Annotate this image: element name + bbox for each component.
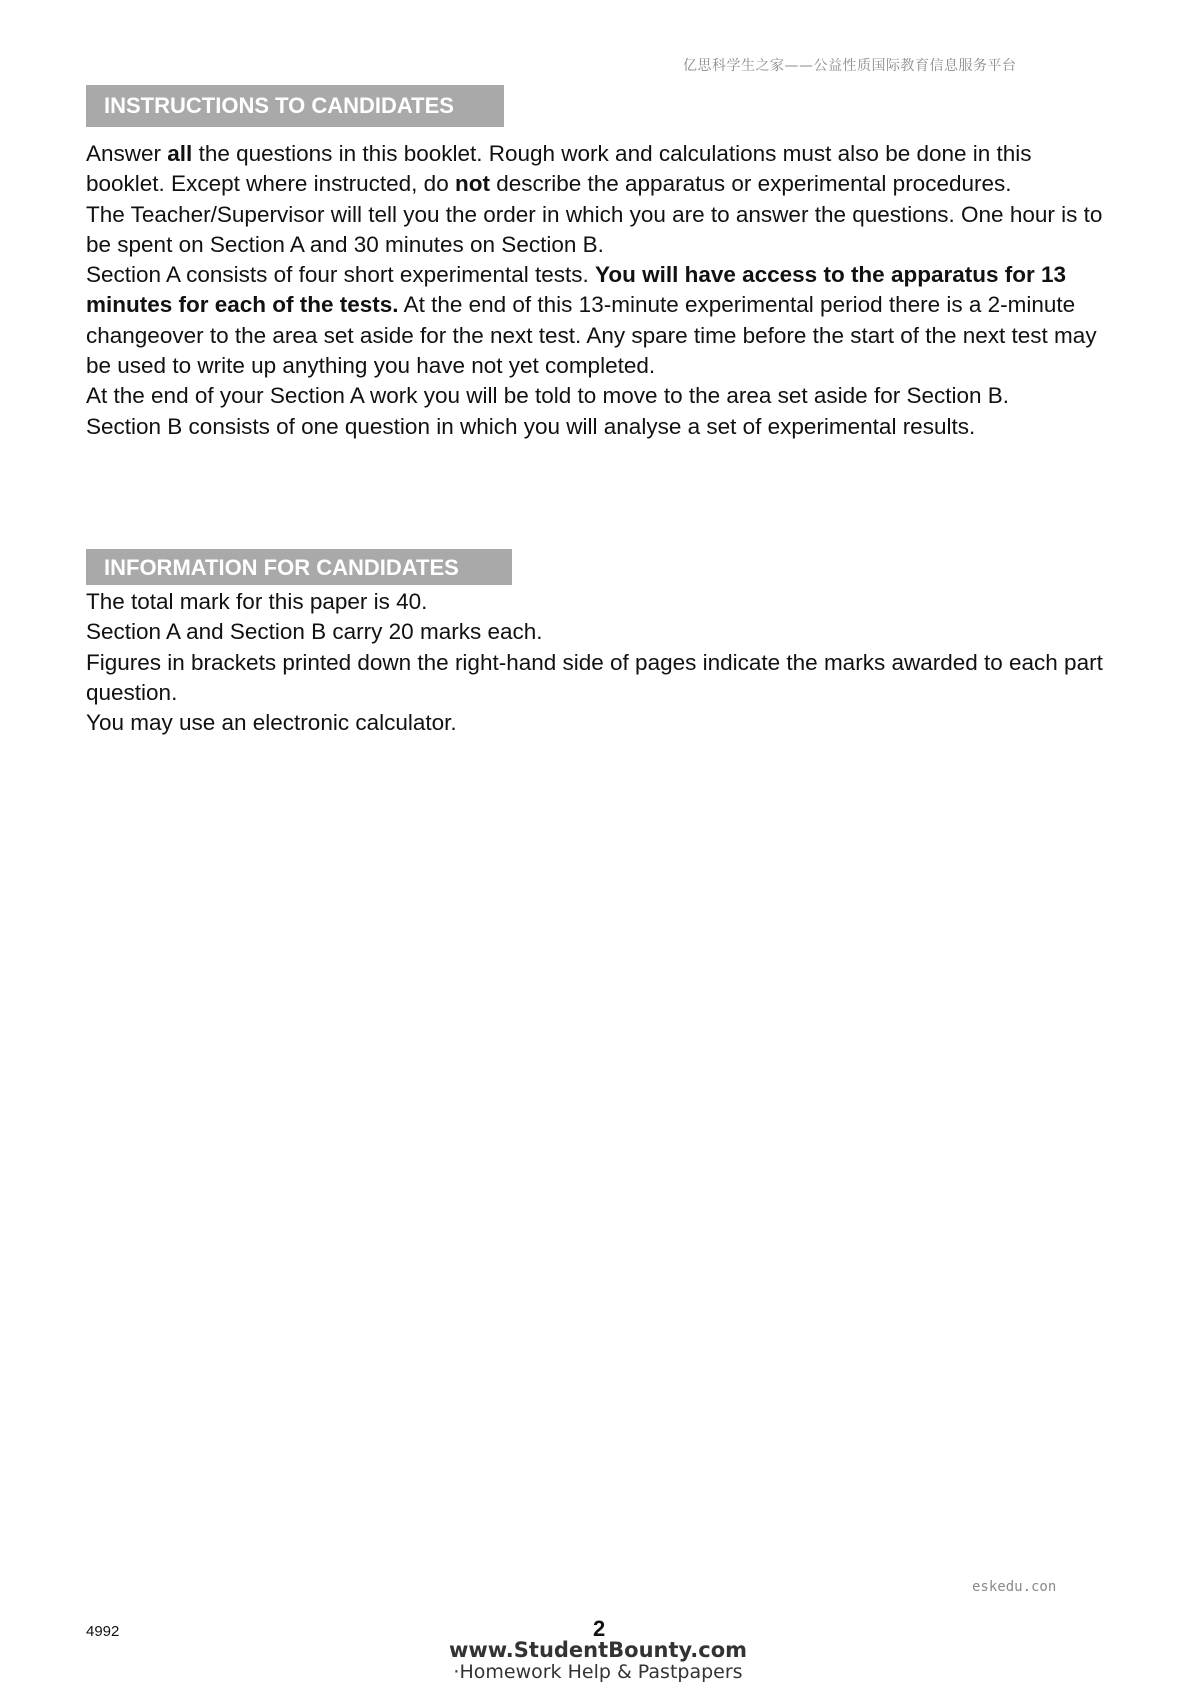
text-run: Section A consists of four short experimental tests.	[86, 262, 595, 288]
information-line: Figures in brackets printed down the right-hand side of pages indicate the marks awarded to each part question.	[86, 649, 1103, 705]
page-number: 2	[593, 1616, 606, 1641]
emphasis-not: not	[454, 171, 490, 197]
instructions-body	[86, 139, 1116, 442]
instructions-paragraph-2: The Teacher/Supervisor will tell you the order in which you are to answer the questions. One hour is to be spent on Section A and 30 minutes on Section B.	[86, 201, 1103, 257]
text-run: the questions in this booklet. Rough work and calculations must also be done in this booklet. Except where instructed, do	[86, 141, 1032, 197]
emphasis-all: all	[167, 141, 193, 166]
instructions-paragraph-1	[86, 139, 1116, 200]
text-run: At the end of this 13-minute experimental period there is a 2-minute changeover to the area set aside for the next test. Any spare time before the start of the next test may be used to write up anything you have not yet completed.	[86, 292, 1097, 379]
emphasis-apparatus-access: You will have access to the apparatus for 13 minutes for each of the tests.	[86, 262, 1066, 318]
information-line: You may use an electronic calculator.	[86, 710, 457, 736]
logo-site-text: www.StudentBounty.com	[448, 1638, 748, 1662]
information-heading: INFORMATION FOR CANDIDATES	[86, 549, 512, 585]
information-line: The total mark for this paper is 40.	[86, 589, 428, 614]
header-watermark: 亿思科学生之家——公益性质国际教育信息服务平台	[683, 58, 1017, 74]
text-run: Answer	[86, 141, 168, 166]
footer-eskedu-watermark: eskedu.con	[972, 1579, 1057, 1595]
studentbounty-logo	[448, 1638, 748, 1682]
information-line: Section A and Section B carry 20 marks each.	[86, 619, 543, 645]
text-run: describe the apparatus or experimental procedures.	[489, 171, 1012, 197]
logo-tagline-text: ·Homework Help & Pastpapers	[453, 1661, 743, 1683]
instructions-paragraph-3	[86, 260, 1116, 381]
instructions-paragraph-4: At the end of your Section A work you will be told to move to the area set aside for Section B.	[86, 383, 1010, 409]
information-body	[86, 587, 1116, 738]
instructions-heading: INSTRUCTIONS TO CANDIDATES	[86, 85, 504, 127]
instructions-paragraph-5: Section B consists of one question in which you will analyse a set of experimental results.	[86, 413, 976, 439]
paper-code: 4992	[86, 1623, 120, 1640]
